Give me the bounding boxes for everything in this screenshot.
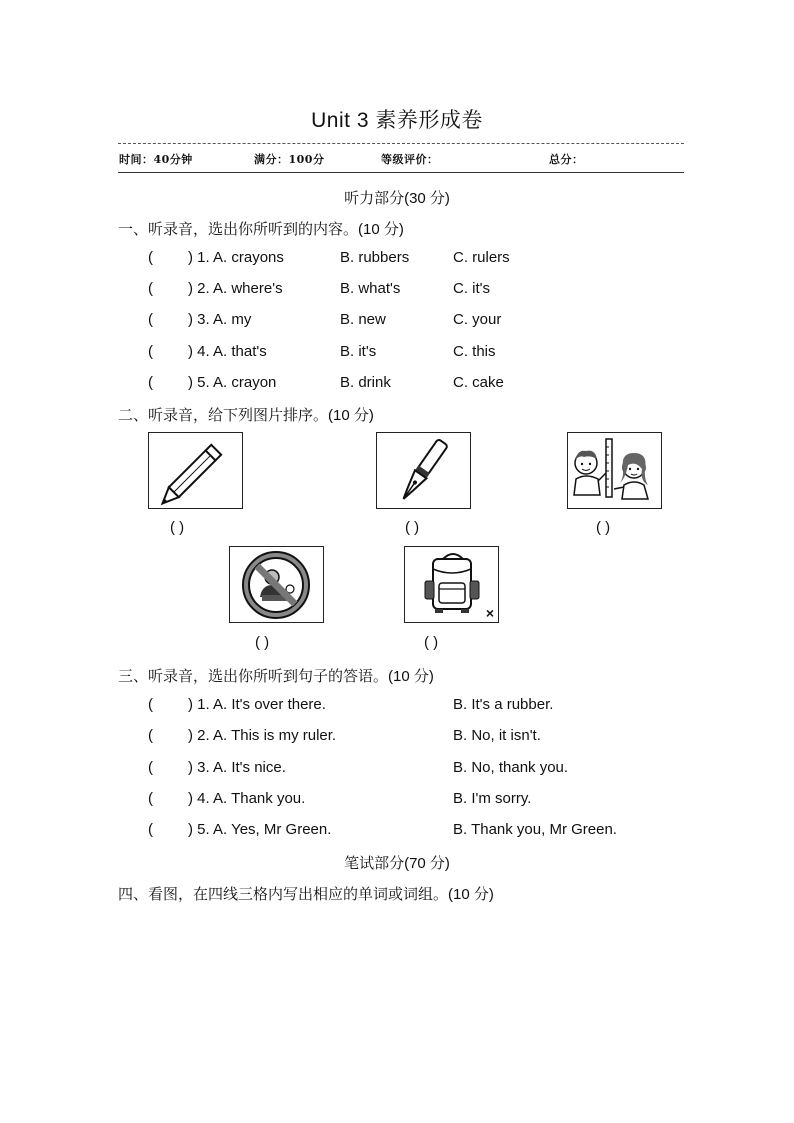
- order-blank[interactable]: ( ): [255, 634, 270, 651]
- section1-question: [148, 374, 276, 391]
- section3-title: 三、听录音，选出你所听到句子的答语。(10 分): [118, 668, 434, 685]
- time-info: 时间：40分钟: [119, 153, 193, 166]
- answer-paren[interactable]: (: [148, 374, 153, 391]
- section2-title: 二、听录音，给下列图片排序。(10 分): [118, 407, 374, 424]
- option-b: B. drink: [340, 374, 391, 391]
- question-option-a: ) 2. A. This is my ruler.: [188, 727, 337, 744]
- pencil-icon: [149, 433, 242, 508]
- option-b: B. I'm sorry.: [453, 790, 532, 807]
- pen-icon: [377, 433, 470, 508]
- picture-children-ruler: [567, 432, 662, 509]
- question-option-a: ) 5. A. Yes, Mr Green.: [188, 821, 332, 838]
- order-blank[interactable]: ( ): [596, 519, 611, 536]
- option-b: B. it's: [340, 343, 377, 360]
- cross-mark: ×: [485, 605, 494, 621]
- option-c: C. cake: [453, 374, 504, 391]
- question-option-a: ) 1. A. crayons: [188, 249, 284, 266]
- picture-pencil: [148, 432, 243, 509]
- writing-header: 笔试部分(70 分): [344, 855, 450, 872]
- option-c: C. rulers: [453, 249, 510, 266]
- dashed-divider: [118, 143, 684, 144]
- answer-paren[interactable]: (: [148, 311, 153, 328]
- option-b: B. rubbers: [340, 249, 410, 266]
- answer-paren[interactable]: (: [148, 696, 153, 713]
- listening-header: 听力部分(30 分): [344, 190, 450, 207]
- question-option-a: ) 2. A. where's: [188, 280, 283, 297]
- question-option-a: ) 3. A. my: [188, 311, 252, 328]
- question-option-a: ) 5. A. crayon: [188, 374, 277, 391]
- answer-paren[interactable]: (: [148, 343, 153, 360]
- option-b: B. what's: [340, 280, 401, 297]
- answer-paren[interactable]: (: [148, 821, 153, 838]
- answer-paren[interactable]: (: [148, 727, 153, 744]
- picture-schoolbag: [404, 546, 499, 623]
- question-option-a: ) 4. A. Thank you.: [188, 790, 306, 807]
- option-c: C. this: [453, 343, 496, 360]
- question-option-a: ) 1. A. It's over there.: [188, 696, 326, 713]
- order-blank[interactable]: ( ): [170, 519, 185, 536]
- option-b: B. It's a rubber.: [453, 696, 554, 713]
- option-b: B. Thank you, Mr Green.: [453, 821, 617, 838]
- full-score-info: 满分：100分: [254, 153, 325, 166]
- picture-pen: [376, 432, 471, 509]
- section3-question: [148, 790, 305, 807]
- info-divider: [118, 172, 684, 173]
- section4-title: 四、看图，在四线三格内写出相应的单词或词组。(10 分): [118, 886, 494, 903]
- order-blank[interactable]: ( ): [424, 634, 439, 651]
- question-option-a: ) 3. A. It's nice.: [188, 759, 286, 776]
- section3-question: [148, 727, 336, 744]
- section1-question: [148, 343, 267, 360]
- section1-question: [148, 311, 251, 328]
- section3-question: [148, 821, 331, 838]
- option-b: B. No, it isn't.: [453, 727, 541, 744]
- option-b: B. new: [340, 311, 386, 328]
- section3-question: [148, 696, 326, 713]
- answer-paren[interactable]: (: [148, 790, 153, 807]
- option-c: C. your: [453, 311, 502, 328]
- section1-question: [148, 249, 284, 266]
- children-with-ruler-icon: [568, 433, 661, 508]
- question-option-a: ) 4. A. that's: [188, 343, 267, 360]
- picture-no-eating: [229, 546, 324, 623]
- answer-paren[interactable]: (: [148, 249, 153, 266]
- grade-info: 等级评价：: [381, 153, 439, 166]
- schoolbag-crossed-icon: [405, 547, 498, 622]
- total-info: 总分：: [549, 153, 584, 166]
- no-eating-sign-icon: [230, 547, 323, 622]
- order-blank[interactable]: ( ): [405, 519, 420, 536]
- option-b: B. No, thank you.: [453, 759, 569, 776]
- answer-paren[interactable]: (: [148, 280, 153, 297]
- page-title: Unit 3 素养形成卷: [311, 109, 483, 132]
- section1-title: 一、听录音，选出你所听到的内容。(10 分): [118, 221, 404, 238]
- option-c: C. it's: [453, 280, 491, 297]
- section3-question: [148, 759, 286, 776]
- section1-question: [148, 280, 283, 297]
- answer-paren[interactable]: (: [148, 759, 153, 776]
